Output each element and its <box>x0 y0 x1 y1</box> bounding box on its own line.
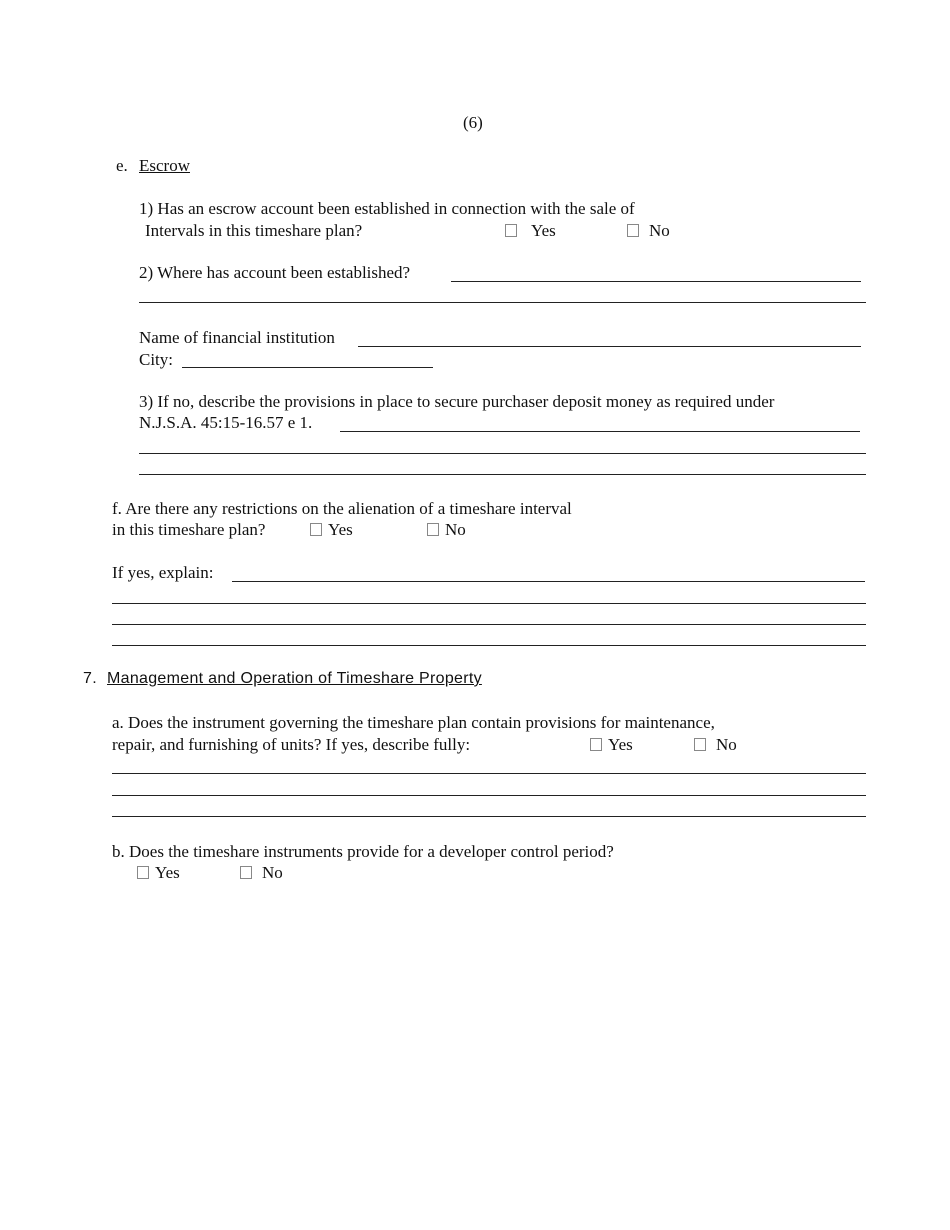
checkbox-icon[interactable] <box>505 224 517 237</box>
section-f-explain-label: If yes, explain: <box>112 563 214 582</box>
checkbox-icon[interactable] <box>694 738 706 751</box>
section-f-line2: in this timeshare plan? <box>112 520 266 539</box>
financial-institution-field[interactable] <box>358 346 861 347</box>
section-f-explain-line-3[interactable] <box>112 624 866 625</box>
escrow-q1-no-label: No <box>649 221 670 240</box>
section-f-yes-label: Yes <box>328 520 353 539</box>
escrow-q3-answer-line[interactable] <box>340 431 860 432</box>
section-e-label: e. <box>116 156 128 175</box>
section-7a-line2: repair, and furnishing of units? If yes, describe fully: <box>112 735 471 754</box>
section-f-explain-line-2[interactable] <box>112 603 866 604</box>
financial-institution-label: Name of financial institution <box>139 328 335 347</box>
section-f-explain-line[interactable] <box>232 581 865 582</box>
city-field[interactable] <box>182 367 433 368</box>
checkbox-icon[interactable] <box>310 523 322 536</box>
city-label: City: <box>139 350 174 369</box>
section-f-no-option[interactable] <box>427 520 466 540</box>
section-7b-no-label: No <box>262 863 283 882</box>
section-7-title: Management and Operation of Timeshare Property <box>107 670 482 687</box>
escrow-q1-line1: 1) Has an escrow account been established in connection with the sale of <box>139 199 635 218</box>
section-f-no-label: No <box>445 520 466 539</box>
section-f-yes-option[interactable] <box>310 520 353 540</box>
escrow-q1-no-option[interactable] <box>627 221 670 241</box>
section-7a-no-label: No <box>716 735 737 754</box>
escrow-q1-yes-label: Yes <box>531 221 556 240</box>
escrow-q2-text: 2) Where has account been established? <box>139 263 411 282</box>
escrow-q1-line2: Intervals in this timeshare plan? <box>145 221 363 240</box>
section-e-title: Escrow <box>139 156 190 175</box>
section-7a-answer-line-2[interactable] <box>112 795 866 796</box>
section-7a-answer-line-3[interactable] <box>112 816 866 817</box>
escrow-q2-answer-line[interactable] <box>451 281 861 282</box>
escrow-q3-answer-line-3[interactable] <box>139 474 866 475</box>
section-7a-answer-line[interactable] <box>112 773 866 774</box>
escrow-q2-answer-line-2[interactable] <box>139 302 866 303</box>
section-7-number: 7. <box>83 670 97 687</box>
section-7b-line1: b. Does the timeshare instruments provide for a developer control period? <box>112 842 614 861</box>
section-7a-line1: a. Does the instrument governing the timeshare plan contain provisions for maintenance, <box>112 713 715 732</box>
section-7b-yes-option[interactable] <box>137 863 180 883</box>
page-number: (6) <box>463 113 483 132</box>
checkbox-icon[interactable] <box>240 866 252 879</box>
section-7a-yes-option[interactable] <box>590 735 633 755</box>
section-f-line1: f. Are there any restrictions on the alienation of a timeshare interval <box>112 499 572 518</box>
escrow-q1-yes-option[interactable] <box>505 221 556 241</box>
section-f-explain-line-4[interactable] <box>112 645 866 646</box>
checkbox-icon[interactable] <box>427 523 439 536</box>
checkbox-icon[interactable] <box>627 224 639 237</box>
checkbox-icon[interactable] <box>590 738 602 751</box>
escrow-q3-line2: N.J.S.A. 45:15-16.57 e 1. <box>139 413 313 432</box>
checkbox-icon[interactable] <box>137 866 149 879</box>
section-7a-no-option[interactable] <box>694 735 737 755</box>
escrow-q3-answer-line-2[interactable] <box>139 453 866 454</box>
escrow-q3-line1: 3) If no, describe the provisions in place to secure purchaser deposit money as required under <box>139 392 775 411</box>
section-7b-no-option[interactable] <box>240 863 283 883</box>
section-7b-yes-label: Yes <box>155 863 180 882</box>
section-7a-yes-label: Yes <box>608 735 633 754</box>
